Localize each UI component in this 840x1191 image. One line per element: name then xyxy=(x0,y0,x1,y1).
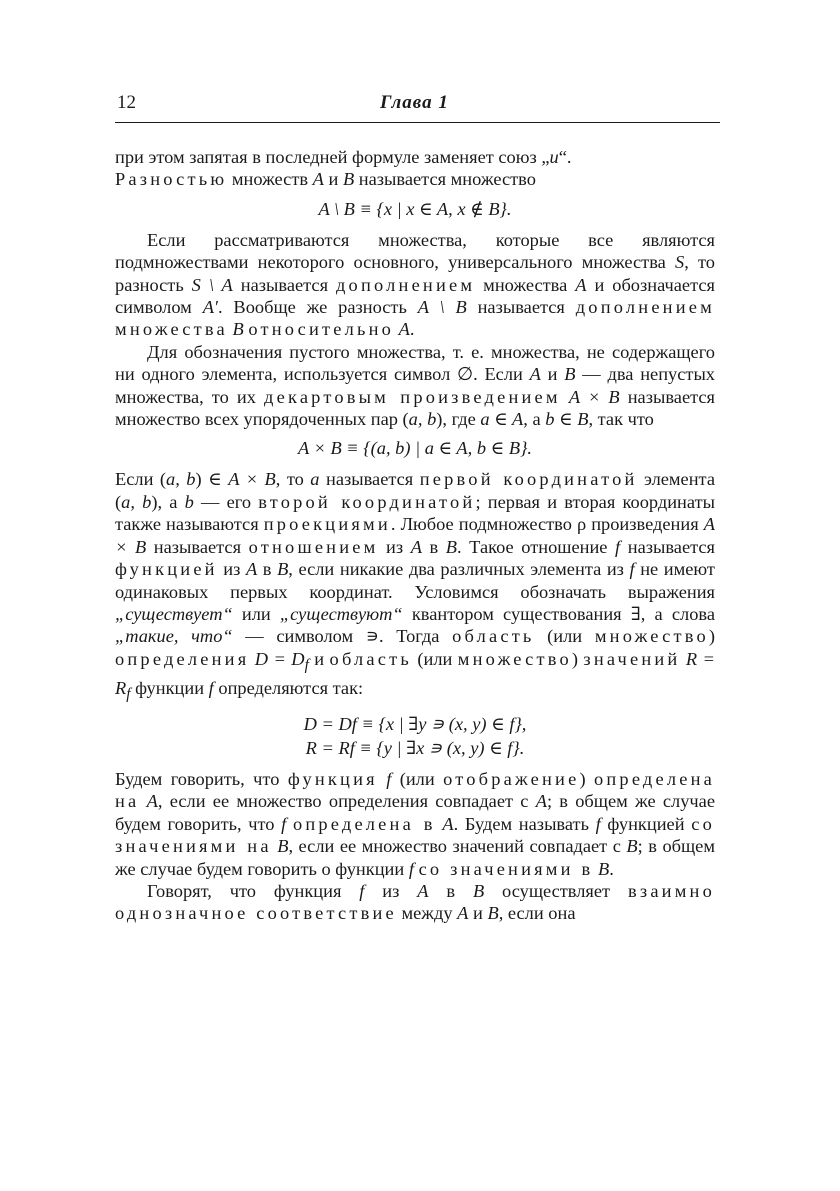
page-number: 12 xyxy=(117,92,136,113)
formula-domain-range xyxy=(115,712,715,760)
paragraph-2: Если рассматриваются множества, которые все являются подмножествами некоторого основного, универсального множества S, то разность S \ A называется дополнением множества A и обозначается символом A′. Вообще же разность A \ B называется дополнением множества B относительно A. xyxy=(115,229,715,340)
formula-cartesian-product: A × B ≡ {(a, b) | a ∈ A, b ∈ B}. xyxy=(297,438,533,459)
paragraph-5: Будем говорить, что функция f (или отображение) определена на A, если ее множество определения совпадает с A; в общем же случае будем говорить, что f определена в A. Будем называть f функцией со значениями на B, если ее множество значений совпадает с B; в общем же случае будем говорить о функции f со значениями в B. xyxy=(115,768,716,879)
paragraph-6: Говорят, что функция f из A в B осуществляет взаимно однозначное соответствие между A и B, если она xyxy=(115,880,715,924)
formula-domain: D = Df ≡ {x | ∃y ∍ (x, y) ∈ f}, xyxy=(303,713,527,734)
paragraph-3: Для обозначения пустого множества, т. е. множества, не содержащего ни одного элемента, используется символ ∅. Если A и B — два непустых множества, то их декартовым произведением A × B называется множество всех упорядоченных пар (a, b), где a ∈ A, a b ∈ B, так что xyxy=(115,341,715,430)
page-header xyxy=(115,92,720,123)
formula-set-difference: A \ B ≡ {x | x ∈ A, x ∉ B}. xyxy=(318,198,512,219)
paragraph-4: Если (a, b) ∈ A × B, то a называется первой координатой элемента (a, b), а b — его второй координатой; первая и вторая координаты также называются проекциями. Любое подмножество ρ произведения A × B называется отношением из A в B. Такое отношение f называется функцией из A в B, если никакие два различных элемента из f не имеют одинаковых первых координат. Условимся обозначать выражения „существует“ или „существуют“ квантором существования ∃, а слова „такие, что“ — символом ∍. Тогда область (или множество) определения $D = D_f$ и область (или множество) значений $R = R_f$ функции f определяются так: xyxy=(115,469,715,703)
page-body xyxy=(115,146,715,925)
running-head: Глава 1 xyxy=(380,92,449,113)
paragraph-1: при этом запятая в последней формуле заменяет союз „и“. Разностью множеств A и B называется множество xyxy=(115,147,572,190)
formula-range: R = Rf ≡ {y | ∃x ∍ (x, y) ∈ f}. xyxy=(305,737,525,758)
